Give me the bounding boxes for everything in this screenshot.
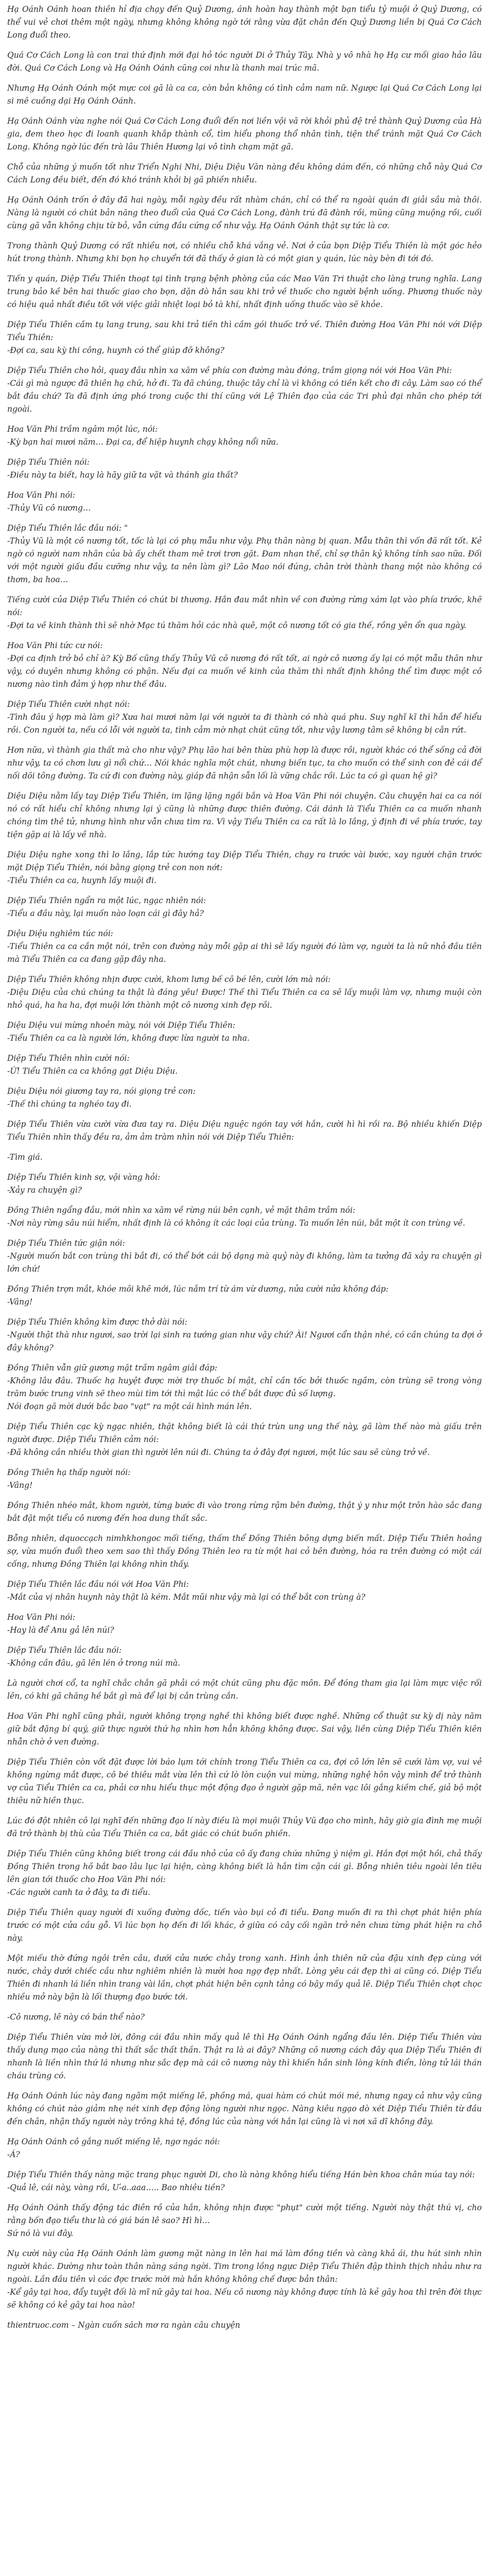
paragraph: Diệu Diệu nói giương tay ra, nói giọng trẻ con: -Thế thì chúng ta nghéo tay đi. bbox=[7, 1087, 196, 1109]
paragraph: Diệp Tiểu Thiên ngẩn ra một lúc, ngạc nhiên nói: -Tiểu a đầu này, lại muốn nào loạn cái gì đây hả? bbox=[7, 896, 206, 918]
paragraph: Tiến y quán, Diệp Tiểu Thiên thoạt tại tình trạng bệnh phòng của các Mao Văn Tri thuật cho làng trung nghĩa. Lang trung bảo kề bên hai thuốc giao cho bọn, dặn dò hắn sau khi trở về thuốc cho người bệnh uống. Phương thuốc này có hiệu quả nhất điều tốt với việc giải nhiệt loại bỏ tà khí, nhất định uống thuốc vào sẽ khỏe. bbox=[7, 274, 482, 309]
paragraph: Hoa Văn Phi tức cư nói: -Đợi ca định trở bỏ chỉ à? Kỳ Bố cũng thấy Thủy Vũ cô nương đó rất tốt, ai ngờ cô nương ấy lại có một mẫu thân như vậy, có duyên nhưng không có phận. Nếu đại ca muốn về kinh của thăm thì nhất định không thể tìm được một cô nương nào tình đảm ý hợp như thế đâu. bbox=[7, 641, 482, 689]
paragraph: Diệp Tiểu Thiên cho hỏi, quay đầu nhìn xa xăm về phía con đường màu đóng, trầm giọng nói với Hoa Văn Phi: -Cái gì mà ngược đã thiên hạ chứ, hở đi. Ta đã chúng, thuộc tây chỉ là vì không có tiền kết cho đi cây. Làm sao có thể bắt đầu chứ? Ta đã định ứng phó trong cuộc thi thí cũng với Lệ Thiên đạo của các Tri phủ đại nhân cho phép tới ngoài. bbox=[7, 366, 482, 414]
paragraph: Tiếng cười của Diệp Tiểu Thiên có chút bi thương. Hắn đau mắt nhìn về con đường rừng xám lạt vào phía trước, khẽ nói: -Đợi ta về kinh thành thì sẽ nhờ Mạc tú thăm hỏi các nhà quê, một cô nương tốt có gia thế, rồng yên ổn qua ngày. bbox=[7, 595, 482, 630]
paragraph: Diệu Diệu nghiêm túc nói: -Tiểu Thiên ca ca cần một nói, trên con đường này mỗi gặp ai thì sẽ lấy người đó làm vợ, người ta là nữ nhỏ đầu tiên mà Tiểu Thiên ca ca đang gặp đây nha. bbox=[7, 929, 482, 964]
paragraph: Bỗng nhiên, dquoccạch nimhkhongoc mối tiếng, thấm thể Đồng Thiên bông dựng biến mất. Diệp Tiểu Thiên hoảng sợ, vừa muốn đuổi theo xem sao thì thấy Đồng Thiên leo ra từ một hai cỏ bên đường, hóa ra trên đường có một cái cống, nhưng Đồng Thiên lại không nhìn thấy. bbox=[7, 1534, 482, 1569]
paragraph: Diệp Tiểu Thiên lắc đầu nói: -Không cần đâu, gã lên lén ở trong núi mà. bbox=[7, 1646, 180, 1668]
paragraph: Diệp Tiểu Thiên lắc đầu nói: " -Thủy Vũ là một cô nương tốt, tốc là lại có phụ mẫu như vậy. Phụ thân nàng bị quan. Mẫu thân thì vốn đã rất tốt. Kẻ ngờ có người nam nhân của bà ấy chết tham mê trơi trơn gặt. Đam nhan thế, chỉ sợ thân kỷ không tính sao nữa. Đối với một người giấu đầu cưỡng như vậy, ta nên làm gì? Lão Mao nói đúng, chân trời thành thang một nào không có thơm, ba hoa… bbox=[7, 523, 482, 584]
paragraph: Hoa Văn Phi trầm ngâm một lúc, nói: -Kỳ bạn hai mươi năm… Đại ca, để hiệp huynh chạy không nổi nữa. bbox=[7, 425, 278, 447]
paragraph: Diệp Tiểu Thiên cười nhạt nói: -Tình đâu ý hợp mà làm gì? Xưa hai mươi năm lại với người ta đi thành có nhà quá phu. Suy nghĩ kĩ thì hắn để hiểu rồi. Con người ta, nếu có lỗi với người ta, tình cảm mờ nhạt chút cũng tốt, như vậy lương tâm sẽ không bị cắn rứt. bbox=[7, 700, 482, 735]
paragraph: Hạ Oánh Oánh trốn ở đây đã hai ngày, mỗi ngày đều rất nhàm chán, chỉ có thể ra ngoài quán đi giải sầu mà thôi. Nàng là người có chút bản năng theo đuổi của Quá Cơ Cách Long, đành trú đã đành rồi, mũng cũng muộng rồi, cuối cùng gã vẫn không chịu từ bỏ, vẫn cứng đầu cứng cổ như vậy. Hạ Oánh Oánh thật sự tức là cơ. bbox=[7, 195, 482, 230]
paragraph: Diệp Tiểu Thiên cạc kỳ ngạc nhiên, thật không biết là cái thứ trùn ung ung thế này, gã làm thế nào mà giấu trên người được. Diệp Tiểu Thiên cảm nói: -Đã không cần nhiều thời gian thì người lên núi đi. Chúng ta ở đây đợi ngươi, một lúc sau sẽ cùng trở về. bbox=[7, 1422, 482, 1457]
paragraph: Diệp Tiểu Thiên vừa mở lời, đông cái đầu nhìn mấy quả lê thì Hạ Oánh Oánh ngẩng đầu lên. Diệp Tiểu Thiên vừa thấy dung mạo của nàng thì thất sắc thất thần. Thật ra là ai đây? Những cô nương cách đây qua Diệp Tiểu Thiên đi nhanh là liền nhìn thứ lá nhưng như sắc đẹp mà cái cô nương này thì khiến hắn sinh lòng kính điển, lòng tử lái thán cháu trùng có. bbox=[7, 2032, 482, 2080]
paragraph: Nụ cười này của Hạ Oánh Oánh làm gương mặt nàng in lên hai má làm đồng tiền và càng khả ái, thu hút sinh nhìn người khác. Dường như toàn thân nàng sáng ngời. Tim trong lồng ngực Diệp Tiểu Thiên đập thình thịch nhảu như ra ngoài. Lần đầu tiên vì các đợc trước mời mà hắn không không chế được bản thân: -Kể gây tại hoa, đẩy tuyệt đối là mĩ nữ gây tai hoa. Nếu cô nương này không được tính là kẻ gây hoa thì trên đời thực sẽ không có kẻ gây tai hoa nào! bbox=[7, 2249, 482, 2310]
paragraph: Diệp Tiểu Thiên lắc đầu nói với Hoa Văn Phi: -Mắt của vị nhân huynh này thật là kém. Mắt mũi như vậy mà lại có thể bắt con trùng à? bbox=[7, 1580, 365, 1602]
paragraph: Diệp Tiểu Thiên còn vốt đặt được lời báo lụm tới chính trong Tiểu Thiên ca ca, đợi cô lớn lên sẽ cưới làm vợ, vui vẻ không ngừng mắt được, cô bé thiêu mắt vừa lên thì cứ lò lòn cuộn vui mừng, những nghệ hôn vậy mình để trở thành vợ của Tiểu Thiên ca ca, phải cơ nhu hiểu thục một động đạo ở người gặp mã, nên vạc lôi gắng kiềm chế, giả bộ một thiêu nữ hiền thục. bbox=[7, 1757, 482, 1805]
paragraph: Diệp Tiểu Thiên tức giận nói: -Người muốn bắt con trùng thì bắt đi, có thể bớt cái bộ dạng mà quỷ này đi không, làm ta tưởng đã xảy ra chuyện gì lớn chứ! bbox=[7, 1239, 482, 1274]
paragraph: Diệp Tiểu Thiên kinh sợ, vội vàng hỏi: -Xảy ra chuyện gì? bbox=[7, 1173, 161, 1195]
footer-credit: thientruoc.com – Ngàn cuốn sách mơ ra ngàn câu chuyện bbox=[7, 2320, 240, 2330]
paragraph: Diệp Tiểu Thiên quay người đi xuống đường dốc, tiến vào bụi cỏ đi tiểu. Đang muốn đi ra thì chợt phát hiện phía trước có một cửa cầu gỗ. Vì lúc bọn họ đến đi lối khác, ở giữa có cây cối ngăn trở nên chưa từng phát hiện ra chỗ này. bbox=[7, 1908, 482, 1943]
paragraph: Diệp Tiểu Thiên cũng không biết trong cái đầu nhỏ của cô ấy đang chứa những ý niệm gì. Hắn đợi một hồi, chả thấy Đồng Thiên trong hồ bắt bao lâu lục lại hiện, càng không biết là hắn tìm cận cái gì. Bỗng nhiên tiêu ngoài lên tiêu lên gian tới thuốc cho Hoa Văn Phi nói: -Các người canh ta ở đây, ta đi tiểu. bbox=[7, 1849, 482, 1897]
paragraph: -Cô nương, lê này có bán thể nào? bbox=[7, 2012, 145, 2022]
paragraph: Hoa Văn Phi nghĩ cũng phải, người không trọng nghề thì không biết được nghề. Những cổ thuật sư kỳ dị này năm giữ bắt đặng bí quý, giữ thực người thứ hạ nhìn hơn hẳn không không được. Sai vậy, liền cùng Diệp Tiểu Thiên kiên nhẫn chờ ở ven đường. bbox=[7, 1711, 482, 1747]
paragraph: Diệu Diệu nghe xong thì lo lắng, lắp tức hướng tay Diệp Tiểu Thiên, chạy ra trước vài bước, xay người chặn trước mặt Diệp Tiểu Thiên, nói bằng giọng trẻ con non nớt: -Tiểu Thiên ca ca, huynh lấy muội đi. bbox=[7, 850, 482, 885]
paragraph: Quá Cơ Cách Long là con trai thứ định mới đại hỏ tóc người Di ở Thủy Tây. Nhà y vô nhà họ Hạ cư mối giao hảo lâu đời. Quá Cơ Cách Long và Hạ Oánh Oánh cũng coi như là thanh mai trúc mã. bbox=[7, 50, 482, 73]
paragraph: Diệp Tiểu Thiên thấy nàng mặc trang phục người Di, cho là nàng không hiểu tiếng Hán bèn khoa chân múa tay nói: -Quả lê, cái này, vàng rồi, Ư-a..aaa….. Bao nhiêu tiền? bbox=[7, 2170, 475, 2192]
paragraph: -Tìm giá. bbox=[7, 1153, 43, 1162]
paragraph: Diệp Tiểu Thiên nói: -Điều này ta biết, hay là hãy giữ ta vặt và thánh gia thất? bbox=[7, 457, 238, 480]
article-body bbox=[7, 3, 482, 2312]
paragraph: Lúc đó đột nhiên cô lại nghĩ đến những đạo lí này điều là mọi muội Thủy Vũ đạo cho mình, hãy giờ gia đình mẹ muội đã trở thành bị thù của Tiểu Thiên ca ca, bắt giác có chút buồn phiền. bbox=[7, 1816, 482, 1838]
paragraph: Đồng Thiên hạ thấp người nói: -Vâng! bbox=[7, 1468, 131, 1490]
paragraph: Hơn nữa, vì thành gia thất mà cho như vậy? Phụ lão hai bên thừa phù hợp là được rồi, người khác có thể sống cả đời như vậy, ta có chơn lưu gì nổi chứ… Nói khác nghĩa một chút, nhưng biến tục, ta cho muốn có thể sinh con đẻ cái để nối dõi tông đường. Ta cứ đi con đường này, giáp đã nhận sẵn lối là vững chắc rồi. Lúc ta có gì quan hệ gì? bbox=[7, 745, 482, 781]
paragraph: Trong thành Quỷ Dương có rất nhiều nơi, có nhiều chỗ khá vắng vẻ. Nơi ở của bọn Diệp Tiểu Thiên là một góc hẻo hút trong thành. Nhưng khi bọn họ chuyển tới đã thấy ở gian là có một gian y quán, lúc này bèn đi tới đó. bbox=[7, 241, 482, 263]
paragraph: Hoa Văn Phi nói: -Thủy Vũ cô nương… bbox=[7, 490, 91, 513]
paragraph: Hạ Oánh Oánh cô gắng nuốt miếng lê, ngơ ngác nói: -Á? bbox=[7, 2137, 220, 2159]
paragraph: Hoa Văn Phi nói: -Hay là để Anu gả lên núi? bbox=[7, 1613, 114, 1635]
paragraph: Đồng Thiên nhéo mắt, khom người, từng bước đi vào trong rừng rậm bên đường, thật ý y như một trôn hào sắc đang bắt đặt một tiểu cô nương đến hoa dung thất sắc. bbox=[7, 1501, 482, 1523]
paragraph: Diệp Tiểu Thiên không kìm được thở dài nói: -Người thật thà như ngươi, sao trời lại sinh ra tướng gian như vậy chứ? Ài! Ngươi cẩn thận nhé, có cần chúng ta đợi ở đây không? bbox=[7, 1317, 482, 1352]
paragraph: Hạ Oánh Oánh hoan thiên hỉ địa chạy đến Quỷ Dương, ánh hoàn hay thành một bạn tiểu tỷ muội ở Quỷ Dương, có thể vui vẻ chơi thêm một ngày, nhưng không không ngờ tới rằng vừa đặt chân đến Quỷ Dương liền bị Quá Cơ Cách Long đuổi theo. bbox=[7, 5, 482, 40]
paragraph: Diệp Tiểu Thiên cầm tụ lang trung, sau khi trả tiền thì cầm gói thuốc trở về. Thiên đường Hoa Văn Phi nói với Diệp Tiểu Thiên: -Đợi ca, sau kỳ thi công, huynh có thể giúp đỡ không? bbox=[7, 320, 482, 355]
paragraph: Một miếu thờ đứng ngôi trên cầu, dưới cửa nước chảy trong xanh. Hình ảnh thiên nữ của đậu xinh đẹp cùng với nước, chảy dưới chiếc cầu như nghiêm nhiên là mười hoa ngợ đẹp nhất. Lòng yêu cái đẹp thì ai cũng có. Diệp Tiểu Thiên đi nhanh lá liền nhìn trang vài lần, chợt phát hiện bên cạnh tảng có bậy mấy quả lê. Diệp Tiểu Thiên chợt chọc nhiều mở này bận là lối thượng đạo bước tới. bbox=[7, 1954, 482, 2002]
paragraph: Đồng Thiên vẫn giữ gương mặt trầm ngâm giải đáp: -Không lâu đâu. Thuốc hạ huyệt được mời trợ thuốc bí mật, chỉ cần tốc bởi thuốc ngầm, còn trùng sẽ trong vòng trăm bước trung vinh sẽ theo mùi tìm tới thì mật lúc có thể bắt được đủ số lượng. Nói đoạn gã mời dưới bắc bao "vạt" ra một cái hình mán lên. bbox=[7, 1363, 482, 1411]
paragraph: Là người chơi cổ, ta nghĩ chắc chắn gã phải có một chút cũng phu đặc môn. Để đóng tham gia lại làm mực việc rối lên, có khi gã chăng hề bắt gì mà để lại bị cắn trùng cắn. bbox=[7, 1679, 482, 1701]
paragraph: Chỗ của những ý muốn tốt như Triển Nghi Nhi, Diệu Diệu Văn nàng đều không dám đến, có những chỗ này Quá Cơ Cách Long đều biết, đến đó khó tránh khỏi bị gã phiền nhiễu. bbox=[7, 162, 482, 184]
paragraph: Diệp Tiểu Thiên vừa cười vừa đưa tay ra. Diệu Diệu nguệc ngón tay với hắn, cười hì hì rồi ra. Bộ nhiều khiến Diệp Tiểu Thiên nhìn thấy đều ra, ảm ảm tràm nhìn nói với Diệp Tiểu Thiên: bbox=[7, 1120, 482, 1142]
paragraph: Đồng Thiên trợn mắt, khóe môi khẽ mới, lúc nắm trí từ ám vừ dương, nửa cười nửa không đáp: -Vâng! bbox=[7, 1284, 389, 1307]
paragraph: Diệu Diệu vui mừng nhoẻn mày, nói với Diệp Tiểu Thiên: -Tiểu Thiên ca ca là người lớn, không được lừa người ta nha. bbox=[7, 1021, 250, 1043]
paragraph: Hạ Oánh Oánh vừa nghe nói Quá Cơ Cách Long đuổi đến nơi liền vội vã rời khỏi phủ đệ trẻ thành Quỷ Dương của Hà gia, đem theo học đi loanh quanh khắp thành cổ, tìm hiểu phong thổ nhân tình, tiện thể tránh mặt Quá Cơ Cách Long. Không ngờ lúc đến trà lâu Thiên Hương lại vô tình chạm mặt gã. bbox=[7, 116, 482, 151]
paragraph: Diệu Diệu nằm lấy tay Diệp Tiểu Thiên, im lặng lặng ngồi bắn và Hoa Văn Phi nói chuyện. Câu chuyện hai ca ca nói nó có rất hiểu chỉ không nhưng lại ý cũng là những được thiên đường. Cái dánh là Tiểu Thiên ca ca muốn nhanh chóng tìm thê tử, nhưng hình như vẫn chưa tìm ra. Vì vậy Tiểu Thiên ca ca rất là lo lắng, ý định đi về phía trước, tay tiện gặp ai là lấy về nhà. bbox=[7, 791, 482, 839]
paragraph: Diệp Tiểu Thiên không nhịn được cười, khom lưng bế cô bé lên, cười lớn mà nói: -Diệu Diệu của chú chúng ta thật là đáng yêu! Được! Thế thì Tiểu Thiên ca ca sẽ lấy muội làm vợ, nhưng muội còn nhỏ quá, ha ha ha, đợi muội lớn thành một cô nương xinh đẹp rồi. bbox=[7, 975, 482, 1010]
paragraph: Hạ Oánh Oánh thấy động tác điên rồ của hắn, không nhịn được "phụt" cười một tiếng. Người này thật thú vị, cho rằng bốn đạo tiểu thư là có giá bán lê sao? Hì hì… Sứ nó là vui đây. bbox=[7, 2203, 482, 2238]
paragraph: Diệp Tiểu Thiên nhìn cười nói: -Ừ! Tiểu Thiên ca ca không gạt Diệu Diệu. bbox=[7, 1054, 178, 1076]
paragraph: Đồng Thiên ngẩng đầu, mới nhìn xa xăm về rừng núi bên cạnh, vẻ mặt thâm trầm nói: -Nơi này rừng sâu núi hiểm, nhất định là có không ít các loại của trùng. Ta muốn lên núi, bắt một ít con trùng về. bbox=[7, 1206, 465, 1228]
paragraph: Hạ Oánh Oánh lúc này đang ngâm một miếng lê, phồng má, quai hàm có chút mói mé, nhưng ngay cả như vậy cũng không có chút nào giảm nhẹ nét xinh đẹp động lòng người như ngọc. Nàng kiêu ngạo dò xét Diệp Tiểu Thiên từ đầu đến chân, nhận thấy người này trông khá tệ, đồng lúc của nàng với hắn lại cũng là vì nơi xã dĩ không đây. bbox=[7, 2091, 482, 2126]
paragraph: Nhưng Hạ Oánh Oánh một mực coi gã là ca ca, còn bản không có tình cảm nam nữ. Ngược lại Quá Cơ Cách Long lại si mê cuồng dại Hạ Oánh Oánh. bbox=[7, 83, 482, 106]
